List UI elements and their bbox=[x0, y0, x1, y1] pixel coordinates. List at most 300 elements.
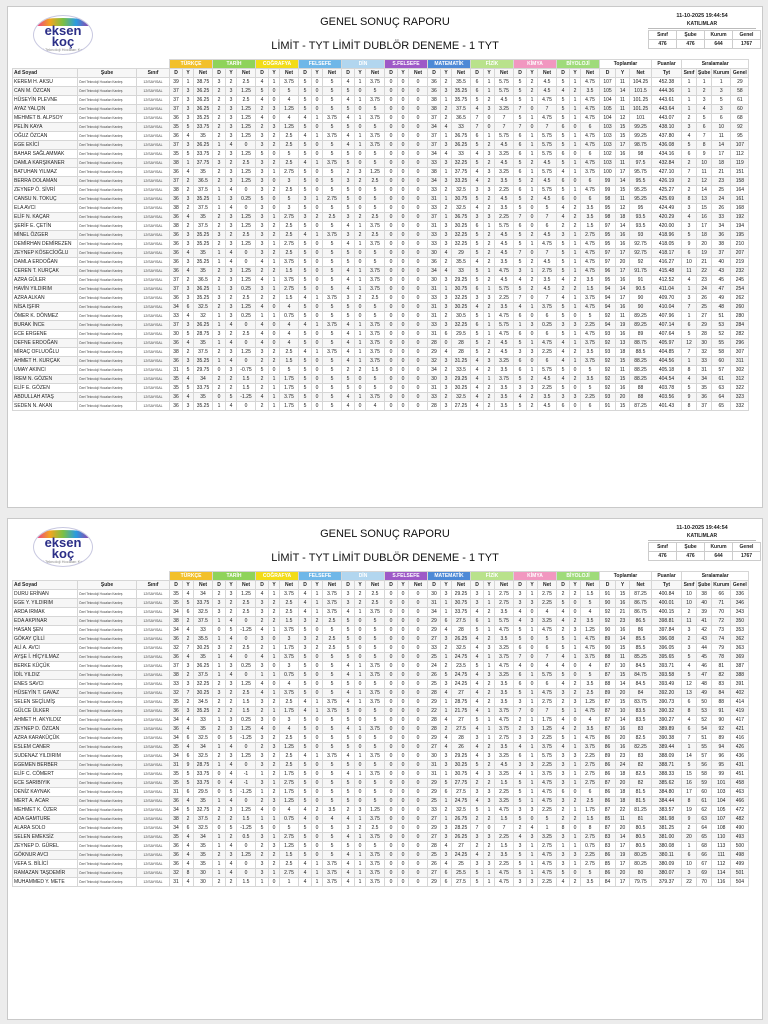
score-cell: 2 bbox=[570, 213, 581, 222]
score-cell: 2 bbox=[183, 815, 194, 824]
score-cell: 90 bbox=[600, 626, 616, 635]
score-cell: 5 bbox=[366, 743, 385, 752]
score-cell: 4 bbox=[557, 357, 570, 366]
score-cell: 5 bbox=[323, 662, 342, 671]
score-cell: 27.75 bbox=[452, 779, 471, 788]
score-cell: 103 bbox=[600, 159, 616, 168]
rank-cell: 107 bbox=[731, 141, 749, 150]
tyt-score: 398.81 bbox=[652, 617, 682, 626]
score-cell: 1.25 bbox=[280, 105, 299, 114]
score-cell: 2 bbox=[256, 797, 269, 806]
score-cell: 1 bbox=[441, 285, 452, 294]
score-cell: 0 bbox=[269, 204, 280, 213]
score-cell: 36.25 bbox=[194, 141, 213, 150]
score-cell: 1 bbox=[256, 770, 269, 779]
score-cell: 3 bbox=[441, 824, 452, 833]
score-cell: 5 bbox=[183, 366, 194, 375]
blank-cell bbox=[137, 60, 170, 69]
score-cell: 10 bbox=[616, 662, 630, 671]
score-cell: 3 bbox=[484, 213, 495, 222]
rank-cell: 51 bbox=[712, 312, 731, 321]
score-cell: 2 bbox=[527, 258, 538, 267]
score-cell: 25.5 bbox=[452, 869, 471, 878]
score-cell: 4 bbox=[441, 842, 452, 851]
score-cell: 5 bbox=[323, 761, 342, 770]
score-cell: 25 bbox=[428, 851, 441, 860]
score-cell: 90 bbox=[600, 599, 616, 608]
student-school: Özel Teknoloji Hocaları Kardeş bbox=[78, 626, 137, 635]
score-cell: 3.75 bbox=[280, 626, 299, 635]
score-cell: 2 bbox=[484, 393, 495, 402]
score-cell: 35.5 bbox=[452, 78, 471, 87]
score-cell: 5 bbox=[514, 851, 527, 860]
col-head-net: Net bbox=[581, 69, 600, 78]
student-class: 12/SAYISAL bbox=[137, 797, 170, 806]
score-cell: 3 bbox=[557, 779, 570, 788]
score-cell: 1.5 bbox=[280, 851, 299, 860]
score-cell: 37.5 bbox=[452, 105, 471, 114]
score-cell: 4 bbox=[256, 689, 269, 698]
score-cell: 38 bbox=[170, 222, 183, 231]
score-cell: 88.75 bbox=[630, 339, 652, 348]
score-cell: 28 bbox=[452, 339, 471, 348]
student-class: 12/SAYISAL bbox=[137, 815, 170, 824]
score-cell: 2 bbox=[269, 357, 280, 366]
score-cell: 4 bbox=[280, 725, 299, 734]
score-cell: 5 bbox=[323, 402, 342, 411]
student-name: GÖKAY ÇİLLİ bbox=[13, 635, 78, 644]
score-cell: 5.75 bbox=[538, 186, 557, 195]
score-cell: 2 bbox=[527, 195, 538, 204]
col-head-y: Y bbox=[398, 69, 409, 78]
score-cell: 2 bbox=[570, 204, 581, 213]
score-cell: 94 bbox=[600, 294, 616, 303]
score-cell: 0 bbox=[570, 384, 581, 393]
rank-cell: 254 bbox=[731, 285, 749, 294]
logo-subtext: Özel Teknoloji Hocaları Kardeş bbox=[35, 559, 91, 564]
score-cell: 4 bbox=[471, 402, 484, 411]
score-cell: 3.75 bbox=[323, 599, 342, 608]
score-cell: 3.25 bbox=[538, 833, 557, 842]
score-cell: 1 bbox=[527, 698, 538, 707]
score-cell: 4 bbox=[342, 267, 355, 276]
score-cell: 0 bbox=[355, 788, 366, 797]
score-cell: 5 bbox=[581, 671, 600, 680]
score-cell: 5 bbox=[299, 761, 312, 770]
student-class: 12/SAYISAL bbox=[137, 177, 170, 186]
score-cell: 35.25 bbox=[194, 231, 213, 240]
score-cell: 3 bbox=[256, 132, 269, 141]
score-cell: 1 bbox=[355, 285, 366, 294]
rank-cell: 43 bbox=[712, 267, 731, 276]
tyt-score: 384.80 bbox=[652, 788, 682, 797]
score-cell: 11 bbox=[616, 78, 630, 87]
score-cell: 0 bbox=[409, 869, 428, 878]
score-cell: 3.5 bbox=[495, 384, 514, 393]
rank-cell: 50 bbox=[697, 698, 712, 707]
student-school: Özel Teknoloji Hocaları Kardeş bbox=[78, 168, 137, 177]
score-cell: 1 bbox=[355, 698, 366, 707]
score-cell: 0 bbox=[355, 680, 366, 689]
score-cell: 4 bbox=[256, 339, 269, 348]
score-cell: 32.25 bbox=[452, 159, 471, 168]
score-cell: 5 bbox=[299, 851, 312, 860]
rank-cell: 302 bbox=[731, 366, 749, 375]
score-cell: 4 bbox=[342, 330, 355, 339]
student-name: KEREM H. AKSU bbox=[13, 78, 78, 87]
score-cell: 5 bbox=[183, 599, 194, 608]
score-cell: 0 bbox=[269, 680, 280, 689]
score-cell: 2.5 bbox=[280, 249, 299, 258]
score-cell: 2 bbox=[269, 761, 280, 770]
score-cell: 0 bbox=[398, 626, 409, 635]
score-cell: 98.75 bbox=[630, 141, 652, 150]
score-cell: 4.75 bbox=[581, 159, 600, 168]
score-cell: 5 bbox=[323, 734, 342, 743]
score-cell: 2.25 bbox=[495, 788, 514, 797]
tyt-score: 390.73 bbox=[652, 698, 682, 707]
score-cell: 101 bbox=[630, 114, 652, 123]
score-cell: 31 bbox=[170, 761, 183, 770]
rank-cell: 10 bbox=[682, 258, 697, 267]
score-cell: 5 bbox=[557, 258, 570, 267]
score-cell: 3 bbox=[256, 159, 269, 168]
score-cell: 2 bbox=[557, 815, 570, 824]
rank-cell: 82 bbox=[712, 671, 731, 680]
score-cell: 2 bbox=[213, 213, 226, 222]
score-cell: 2.5 bbox=[280, 608, 299, 617]
score-cell: 4 bbox=[299, 321, 312, 330]
section-header-row bbox=[13, 60, 749, 69]
rank-cell: 54 bbox=[697, 725, 712, 734]
rank-cell: 29 bbox=[697, 321, 712, 330]
score-cell: 0 bbox=[385, 231, 398, 240]
table-row bbox=[13, 321, 749, 330]
score-cell: 36.25 bbox=[194, 96, 213, 105]
score-cell: 31 bbox=[428, 770, 441, 779]
score-cell: 4 bbox=[183, 860, 194, 869]
score-cell: 5 bbox=[342, 617, 355, 626]
student-class: 12/SAYISAL bbox=[137, 249, 170, 258]
score-cell: 1.25 bbox=[237, 303, 256, 312]
score-cell: 36 bbox=[170, 842, 183, 851]
score-cell: 37.5 bbox=[194, 204, 213, 213]
score-cell: 0 bbox=[409, 815, 428, 824]
score-cell: 5 bbox=[342, 680, 355, 689]
score-cell: 5 bbox=[323, 393, 342, 402]
table-row bbox=[13, 312, 749, 321]
score-cell: 0 bbox=[312, 662, 323, 671]
rank-cell: 4 bbox=[682, 662, 697, 671]
score-cell: 4 bbox=[471, 204, 484, 213]
student-name: DURU ERİNAN bbox=[13, 590, 78, 599]
score-cell: 2 bbox=[514, 824, 527, 833]
score-cell: 7 bbox=[514, 123, 527, 132]
score-cell: 3.75 bbox=[366, 276, 385, 285]
score-cell: 2.5 bbox=[280, 132, 299, 141]
score-cell: 0 bbox=[312, 330, 323, 339]
tyt-score: 436.08 bbox=[652, 141, 682, 150]
score-cell: 2 bbox=[441, 366, 452, 375]
score-cell: 4.5 bbox=[538, 285, 557, 294]
score-cell: 1.25 bbox=[237, 590, 256, 599]
score-cell: 4 bbox=[226, 186, 237, 195]
score-cell: 0 bbox=[237, 761, 256, 770]
rank-cell: 210 bbox=[731, 240, 749, 249]
rank-cell: 34 bbox=[712, 222, 731, 231]
score-cell: 4 bbox=[441, 860, 452, 869]
score-cell: 3.75 bbox=[280, 689, 299, 698]
score-cell: 0 bbox=[409, 114, 428, 123]
score-cell: 2.5 bbox=[237, 159, 256, 168]
rank-cell: 33 bbox=[697, 357, 712, 366]
score-cell: 5 bbox=[514, 869, 527, 878]
rank-cell: 119 bbox=[731, 159, 749, 168]
score-cell: 1 bbox=[441, 132, 452, 141]
student-name: MERT A. ACAR bbox=[13, 797, 78, 806]
score-cell: 4 bbox=[226, 797, 237, 806]
score-cell: 3 bbox=[527, 321, 538, 330]
score-cell: 35.25 bbox=[194, 195, 213, 204]
score-cell: 6 bbox=[183, 788, 194, 797]
col-head-d: D bbox=[170, 581, 183, 590]
score-cell: 0 bbox=[385, 123, 398, 132]
score-cell: 32.5 bbox=[452, 393, 471, 402]
score-cell: 4 bbox=[557, 743, 570, 752]
student-class: 12/SAYISAL bbox=[137, 725, 170, 734]
student-school: Özel Teknoloji Hocaları Kardeş bbox=[78, 869, 137, 878]
score-cell: 5 bbox=[280, 150, 299, 159]
section-kimya: KİMYA bbox=[514, 60, 557, 69]
col-head-d: D bbox=[385, 69, 398, 78]
score-cell: 83 bbox=[600, 833, 616, 842]
rank-cell: 63 bbox=[697, 815, 712, 824]
score-cell: 4 bbox=[299, 114, 312, 123]
puanlar-header: Puanlar bbox=[652, 60, 682, 69]
score-cell: 1.25 bbox=[237, 132, 256, 141]
score-cell: 0 bbox=[213, 779, 226, 788]
score-cell: 7 bbox=[471, 114, 484, 123]
tyt-score: 390.38 bbox=[652, 734, 682, 743]
score-cell: 33 bbox=[428, 644, 441, 653]
score-cell: 2.5 bbox=[366, 231, 385, 240]
score-cell: 87.25 bbox=[630, 402, 652, 411]
score-cell: 2 bbox=[256, 267, 269, 276]
score-cell: 4 bbox=[226, 249, 237, 258]
rank-cell: 8 bbox=[682, 707, 697, 716]
score-cell: 2.5 bbox=[366, 590, 385, 599]
table-row bbox=[13, 644, 749, 653]
score-cell: 20 bbox=[616, 779, 630, 788]
score-cell: 2 bbox=[269, 608, 280, 617]
score-cell: 27 bbox=[452, 716, 471, 725]
score-cell: 5 bbox=[323, 375, 342, 384]
score-cell: 4 bbox=[226, 357, 237, 366]
score-cell: 5 bbox=[299, 150, 312, 159]
table-row bbox=[13, 698, 749, 707]
score-cell: 0 bbox=[312, 366, 323, 375]
table-row bbox=[13, 168, 749, 177]
score-cell: 3.75 bbox=[581, 653, 600, 662]
table-row bbox=[13, 231, 749, 240]
score-cell: 5 bbox=[323, 276, 342, 285]
score-cell: 2 bbox=[570, 815, 581, 824]
score-cell: 95 bbox=[600, 204, 616, 213]
score-cell: 0 bbox=[269, 725, 280, 734]
score-cell: 2.5 bbox=[581, 797, 600, 806]
score-cell: 2 bbox=[514, 716, 527, 725]
score-cell: 0 bbox=[398, 788, 409, 797]
score-cell: 5 bbox=[342, 312, 355, 321]
score-cell: 7 bbox=[495, 114, 514, 123]
score-cell: 29.25 bbox=[452, 276, 471, 285]
score-cell: 1 bbox=[355, 240, 366, 249]
score-cell: 8 bbox=[557, 824, 570, 833]
rank-cell: 6 bbox=[682, 249, 697, 258]
score-cell: 3 bbox=[342, 294, 355, 303]
score-cell: 87 bbox=[600, 725, 616, 734]
section-matematik: MATEMATİK bbox=[428, 572, 471, 581]
score-cell: 15 bbox=[616, 671, 630, 680]
rank-cell: 81 bbox=[712, 662, 731, 671]
score-cell: 3.25 bbox=[538, 617, 557, 626]
score-cell: 31 bbox=[428, 330, 441, 339]
score-cell: 0 bbox=[409, 878, 428, 887]
score-cell: 0 bbox=[312, 842, 323, 851]
score-cell: 5 bbox=[581, 599, 600, 608]
score-cell: 0 bbox=[398, 599, 409, 608]
score-cell: 1.5 bbox=[237, 878, 256, 887]
score-cell: 0 bbox=[269, 87, 280, 96]
score-cell: 86 bbox=[600, 851, 616, 860]
score-cell: 3 bbox=[226, 123, 237, 132]
score-cell: 5 bbox=[299, 824, 312, 833]
table-row bbox=[13, 806, 749, 815]
score-cell: 38 bbox=[428, 105, 441, 114]
score-cell: 35 bbox=[194, 339, 213, 348]
score-cell: 0 bbox=[409, 653, 428, 662]
score-cell: 4.75 bbox=[495, 330, 514, 339]
student-class: 12/SAYISAL bbox=[137, 779, 170, 788]
score-cell: 4 bbox=[226, 339, 237, 348]
score-cell: 3.75 bbox=[538, 770, 557, 779]
score-cell: 5 bbox=[183, 806, 194, 815]
section-fizik: FİZİK bbox=[471, 572, 514, 581]
score-cell: 29.75 bbox=[194, 366, 213, 375]
tyt-score: 405.18 bbox=[652, 366, 682, 375]
score-cell: 3 bbox=[226, 168, 237, 177]
score-cell: 1 bbox=[213, 869, 226, 878]
score-cell: 2 bbox=[213, 240, 226, 249]
rank-cell: 45 bbox=[712, 276, 731, 285]
score-cell: 7 bbox=[514, 707, 527, 716]
score-cell: 4 bbox=[299, 231, 312, 240]
score-cell: 0 bbox=[355, 635, 366, 644]
score-cell: 17 bbox=[616, 294, 630, 303]
rank-cell: 436 bbox=[731, 752, 749, 761]
score-cell: 35.25 bbox=[194, 357, 213, 366]
rank-cell: 99 bbox=[712, 770, 731, 779]
rank-cell: 38 bbox=[712, 240, 731, 249]
score-cell: 0 bbox=[385, 734, 398, 743]
student-school: Özel Teknoloji Hocaları Kardeş bbox=[78, 662, 137, 671]
score-cell: 0 bbox=[409, 806, 428, 815]
score-cell: 2 bbox=[213, 267, 226, 276]
student-school: Özel Teknoloji Hocaları Kardeş bbox=[78, 249, 137, 258]
col-head-net: Net bbox=[452, 581, 471, 590]
score-cell: -1 bbox=[237, 770, 256, 779]
score-cell: 2 bbox=[471, 842, 484, 851]
score-cell: 5 bbox=[323, 833, 342, 842]
score-cell: 5 bbox=[471, 626, 484, 635]
score-cell: 85.5 bbox=[630, 635, 652, 644]
score-cell: 2 bbox=[256, 294, 269, 303]
tyt-score: 392.20 bbox=[652, 689, 682, 698]
score-cell: -1.25 bbox=[237, 626, 256, 635]
score-cell: 4 bbox=[342, 833, 355, 842]
score-cell: 4 bbox=[299, 860, 312, 869]
score-cell: 36 bbox=[170, 195, 183, 204]
score-cell: 0 bbox=[398, 96, 409, 105]
score-cell: 3.75 bbox=[366, 878, 385, 887]
rank-cell: 2 bbox=[682, 824, 697, 833]
score-cell: 3 bbox=[441, 303, 452, 312]
score-cell: 5 bbox=[299, 626, 312, 635]
tyt-score: 383.57 bbox=[652, 806, 682, 815]
col-head-net: Net bbox=[237, 581, 256, 590]
score-cell: 2 bbox=[527, 393, 538, 402]
score-cell: 3.5 bbox=[581, 375, 600, 384]
score-cell: 3 bbox=[342, 590, 355, 599]
score-cell: 3 bbox=[256, 141, 269, 150]
student-name: RAMAZAN TAŞDEMİR bbox=[13, 869, 78, 878]
score-cell: 3.75 bbox=[366, 869, 385, 878]
score-cell: 5.75 bbox=[495, 132, 514, 141]
tyt-score: 390.27 bbox=[652, 716, 682, 725]
rank-cell: 59 bbox=[697, 779, 712, 788]
score-cell: 2 bbox=[527, 276, 538, 285]
rank-cell: 11 bbox=[697, 168, 712, 177]
score-cell: 1 bbox=[527, 132, 538, 141]
rank-cell: 9 bbox=[697, 150, 712, 159]
katilim-value-sinif: 476 bbox=[649, 40, 677, 49]
score-cell: 2.25 bbox=[538, 806, 557, 815]
score-cell: 0 bbox=[398, 653, 409, 662]
score-cell: 5 bbox=[342, 743, 355, 752]
score-cell: 1 bbox=[355, 357, 366, 366]
table-row bbox=[13, 258, 749, 267]
score-cell: 5 bbox=[323, 330, 342, 339]
score-cell: 4.75 bbox=[581, 105, 600, 114]
score-cell: 2 bbox=[226, 707, 237, 716]
col-head-net: Net bbox=[630, 69, 652, 78]
score-cell: 3.25 bbox=[495, 770, 514, 779]
score-cell: 1 bbox=[269, 240, 280, 249]
score-cell: 29.5 bbox=[194, 788, 213, 797]
score-cell: 5 bbox=[299, 186, 312, 195]
score-cell: 0 bbox=[409, 393, 428, 402]
table-row bbox=[13, 707, 749, 716]
rank-cell: 168 bbox=[731, 204, 749, 213]
score-cell: 32.5 bbox=[194, 752, 213, 761]
score-cell: 90 bbox=[630, 303, 652, 312]
col-head-net: Net bbox=[538, 69, 557, 78]
score-cell: 105 bbox=[600, 105, 616, 114]
rank-cell: 83 bbox=[712, 680, 731, 689]
score-cell: 92.75 bbox=[630, 249, 652, 258]
rank-cell: 8 bbox=[682, 195, 697, 204]
score-cell: 35 bbox=[170, 590, 183, 599]
